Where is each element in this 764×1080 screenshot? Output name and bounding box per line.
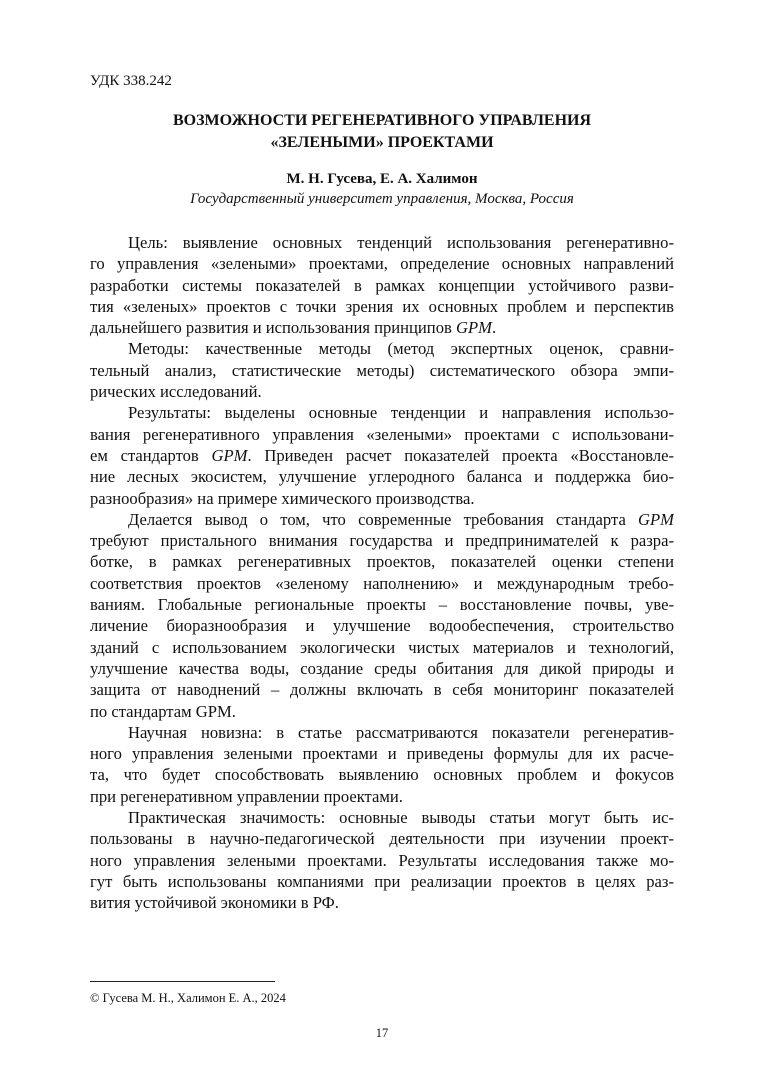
- authors: М. Н. Гусева, Е. А. Халимон: [286, 171, 478, 187]
- text-line: Практическая значимость: основные выводы статьи могут быть ис-: [128, 808, 674, 828]
- text-line: вания регенеративного управления «зелеными» проектами с использовани-: [90, 424, 674, 444]
- text-line: Цель: выявление основных тенденций использования регенеративно-: [128, 233, 674, 252]
- text-line: зданий с использованием экологически чистых материалов и технологий,: [90, 637, 674, 657]
- text-line: ваниям. Глобальные региональные проекты – восстановление почвы, уве-: [90, 595, 674, 615]
- article-title: [90, 110, 674, 154]
- text-line: го управления «зелеными» проектами, определение основных направлений: [90, 254, 674, 274]
- text-line: Методы: качественные методы (метод экспертных оценок, сравни-: [128, 339, 674, 359]
- text-line: вития устойчивой экономики в РФ.: [90, 893, 339, 913]
- udk-code: УДК 338.242: [90, 73, 172, 89]
- affiliation: Государственный университет управления, Москва, Россия: [190, 191, 574, 207]
- text-line: тельный анализ, статистические методы) систематического обзора эмпи-: [90, 360, 674, 380]
- text-line: Делается вывод о том, что современные требования стандарта GPM: [128, 509, 674, 529]
- text-line: личение биоразнообразия и улучшение водообеспечения, строительство: [90, 616, 674, 636]
- text-line: ние лесных экосистем, улучшение углеродного баланса и поддержка био-: [90, 467, 674, 487]
- text-line: ного управления зелеными проектами и приведены формулы для их расче-: [90, 744, 674, 764]
- paragraph-novelty: [90, 722, 674, 807]
- page-number: 17: [375, 1026, 389, 1040]
- text-line: разнообразия» на примере химического производства.: [90, 488, 475, 508]
- text-line: по стандартам GPM.: [90, 701, 236, 721]
- text-line: Научная новизна: в статье рассматриваются показатели регенератив-: [128, 722, 674, 742]
- text-line: ботке, в рамках регенеративных проектов, показателей оценки степени: [90, 552, 674, 572]
- text-line: дальнейшего развития и использования принципов GPM.: [90, 318, 497, 338]
- text-line: ного управления зелеными проектами. Результаты исследования также мо-: [90, 850, 674, 870]
- text-line: разработки системы показателей в рамках концепции устойчивого разви-: [90, 275, 674, 295]
- footnote-divider: [90, 981, 275, 982]
- paragraph-conclusion: [90, 509, 674, 722]
- text-line: та, что будет способствовать выявлению основных проблем и фокусов: [90, 765, 674, 785]
- text-line: гут быть использованы компаниями при реализации проектов в целях раз-: [90, 871, 674, 891]
- paragraph-results: [90, 402, 674, 508]
- abstract-body: [90, 232, 674, 914]
- text-line: тия «зеленых» проектов с точки зрения их основных проблем и перспектив: [90, 296, 674, 316]
- text-line: пользованы в научно-педагогической деятельности при изучении проект-: [90, 829, 674, 849]
- text-line: ем стандартов GPM. Приведен расчет показателей проекта «Восстановле-: [90, 445, 674, 465]
- copyright-footnote: © Гусева М. Н., Халимон Е. А., 2024: [90, 991, 286, 1005]
- paragraph-methods: [90, 338, 674, 402]
- text-line: защита от наводнений – должны включать в себя мониторинг показателей: [90, 680, 674, 700]
- paragraph-goal: [90, 232, 674, 338]
- title-line-1: ВОЗМОЖНОСТИ РЕГЕНЕРАТИВНОГО УПРАВЛЕНИЯ: [172, 112, 592, 129]
- text-line: Результаты: выделены основные тенденции и направления использо-: [128, 403, 674, 423]
- text-line: при регенеративном управлении проектами.: [90, 786, 403, 806]
- title-line-2: «ЗЕЛЕНЫМИ» ПРОЕКТАМИ: [270, 134, 494, 151]
- text-line: рических исследований.: [90, 382, 262, 402]
- text-line: требуют пристального внимания государства и предпринимателей к разра-: [90, 531, 674, 551]
- paragraph-practical: [90, 807, 674, 913]
- text-line: соответствия проектов «зеленому наполнению» и международным требо-: [90, 573, 674, 593]
- text-line: улучшение качества воды, создание среды обитания для дикой природы и: [90, 658, 674, 678]
